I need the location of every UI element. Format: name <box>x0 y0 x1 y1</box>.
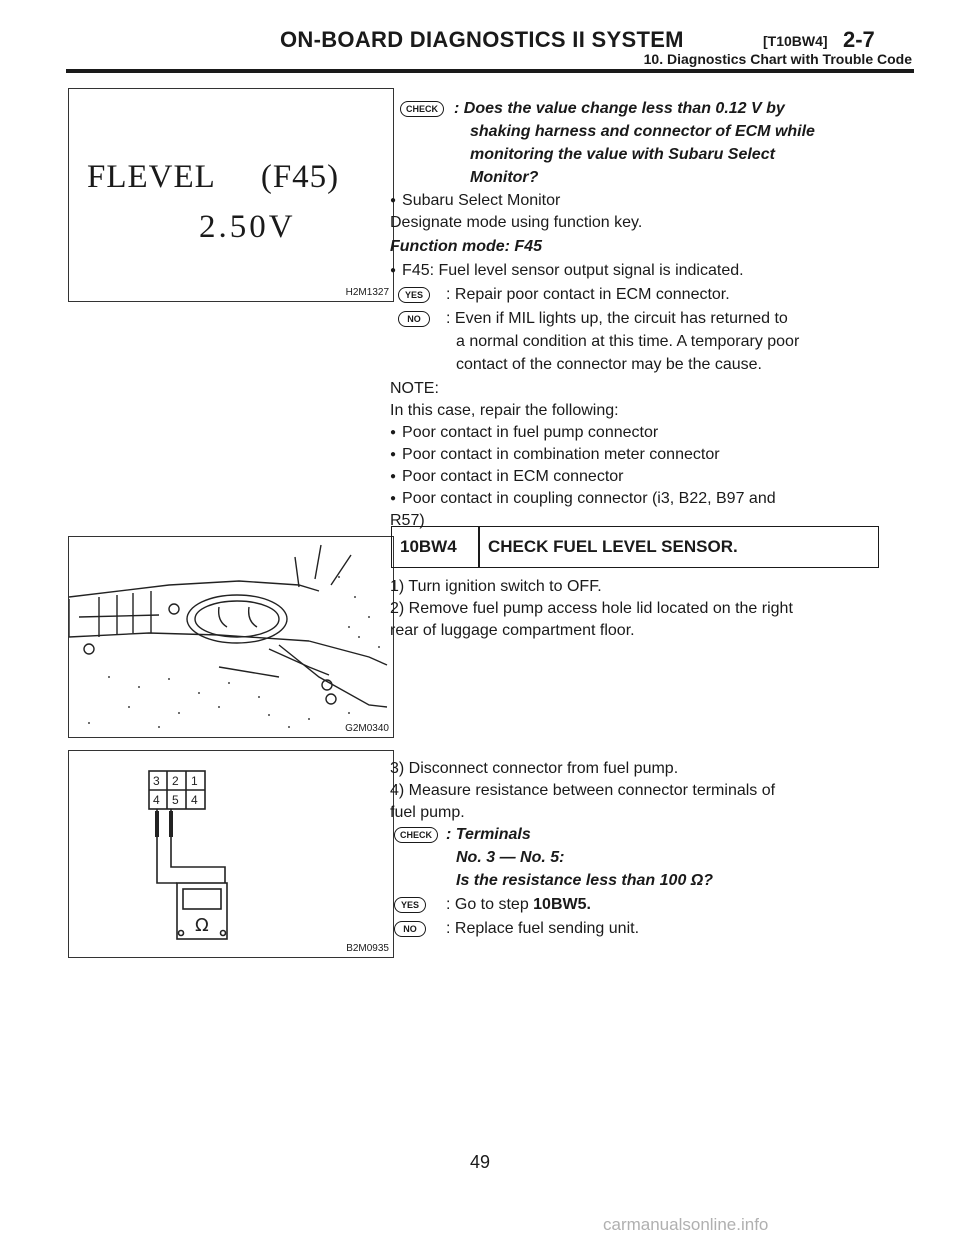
yes-tag: YES <box>394 897 426 913</box>
check-tag: CHECK <box>400 101 444 117</box>
ohmmeter-drawing <box>69 751 393 957</box>
check-terminals-2: No. 3 — No. 5: <box>456 849 565 866</box>
pin-4b: 4 <box>191 793 198 807</box>
yes-answer-1: : Repair poor contact in ECM connector. <box>446 286 730 303</box>
watermark: carmanualsonline.info <box>603 1215 769 1234</box>
yes-go-to-prefix: : Go to step <box>446 896 534 913</box>
pin-3: 3 <box>153 774 160 788</box>
figure-code: H2M1327 <box>345 287 389 298</box>
no-tag: NO <box>394 921 426 937</box>
pin-2: 2 <box>172 774 179 788</box>
note-label: NOTE: <box>390 380 439 397</box>
check-tag: CHECK <box>394 827 438 843</box>
step-code: 10BW4 <box>400 537 457 556</box>
no-tag: NO <box>398 311 430 327</box>
check-question-4: Monitor? <box>470 169 539 186</box>
section-code: [T10BW4] <box>763 33 828 49</box>
step-instruction-3: 3) Disconnect connector from fuel pump. <box>390 760 679 777</box>
note-intro: In this case, repair the following: <box>390 402 619 419</box>
figure-luggage-floor <box>68 536 394 738</box>
note-item-4: ● Poor contact in coupling connector (i3, B22, B97 and <box>390 488 776 511</box>
step-instruction-4b: fuel pump. <box>390 804 465 821</box>
note-item-2: ● Poor contact in combination meter connector <box>390 444 720 467</box>
note-item-1: ● Poor contact in fuel pump connector <box>390 422 658 445</box>
luggage-floor-drawing <box>69 537 393 737</box>
ohm-symbol: Ω <box>195 915 209 936</box>
note-item-4-cont: R57) <box>390 512 425 529</box>
pin-5: 5 <box>172 793 179 807</box>
step-instruction-1: 1) Turn ignition switch to OFF. <box>390 578 602 595</box>
check-terminals-3: Is the resistance less than 100 Ω? <box>456 872 714 889</box>
text-function-mode: Function mode: F45 <box>390 238 542 255</box>
check-question-3: monitoring the value with Subaru Select <box>470 146 775 163</box>
monitor-line-1: FLEVEL (F45) <box>87 159 340 195</box>
yes-tag: YES <box>398 287 430 303</box>
figure-code: G2M0340 <box>345 723 389 734</box>
step-instruction-4a: 4) Measure resistance between connector terminals of <box>390 782 776 799</box>
text-designate-mode: Designate mode using function key. <box>390 214 643 231</box>
yes-go-to-step <box>446 894 591 915</box>
note-item-3: ● Poor contact in ECM connector <box>390 466 623 489</box>
figure-ohmmeter <box>68 750 394 958</box>
page-label: 2-7 <box>843 27 875 52</box>
no-answer-3: contact of the connector may be the cause. <box>456 356 762 373</box>
check-question-1: : Does the value change less than 0.12 V by <box>454 100 785 117</box>
no-answer-2: a normal condition at this time. A temporary poor <box>456 333 800 350</box>
no-answer-1: : Even if MIL lights up, the circuit has returned to <box>446 310 788 327</box>
check-question-2: shaking harness and connector of ECM while <box>470 123 815 140</box>
page-subtitle: 10. Diagnostics Chart with Trouble Code <box>643 51 912 67</box>
page-number: 49 <box>470 1152 491 1172</box>
check-terminals-1: : Terminals <box>446 826 531 843</box>
figure-code: B2M0935 <box>346 943 389 954</box>
figure-monitor-display <box>68 88 394 302</box>
step-instruction-2b: rear of luggage compartment floor. <box>390 622 635 639</box>
no-replace-unit: : Replace fuel sending unit. <box>446 920 640 937</box>
step-instruction-2a: 2) Remove fuel pump access hole lid located on the right <box>390 600 793 617</box>
yes-go-to-target: 10BW5. <box>533 896 591 913</box>
page-title: ON-BOARD DIAGNOSTICS II SYSTEM <box>280 27 684 52</box>
pin-1: 1 <box>191 774 198 788</box>
section-step-10bw4 <box>390 0 890 937</box>
pin-4a: 4 <box>153 793 160 807</box>
step-title: CHECK FUEL LEVEL SENSOR. <box>488 537 738 556</box>
bullet-select-monitor: ● Subaru Select Monitor <box>390 190 560 213</box>
monitor-line-2: 2.50V <box>199 209 296 245</box>
bullet-f45: ● F45: Fuel level sensor output signal is indicated. <box>390 260 744 283</box>
